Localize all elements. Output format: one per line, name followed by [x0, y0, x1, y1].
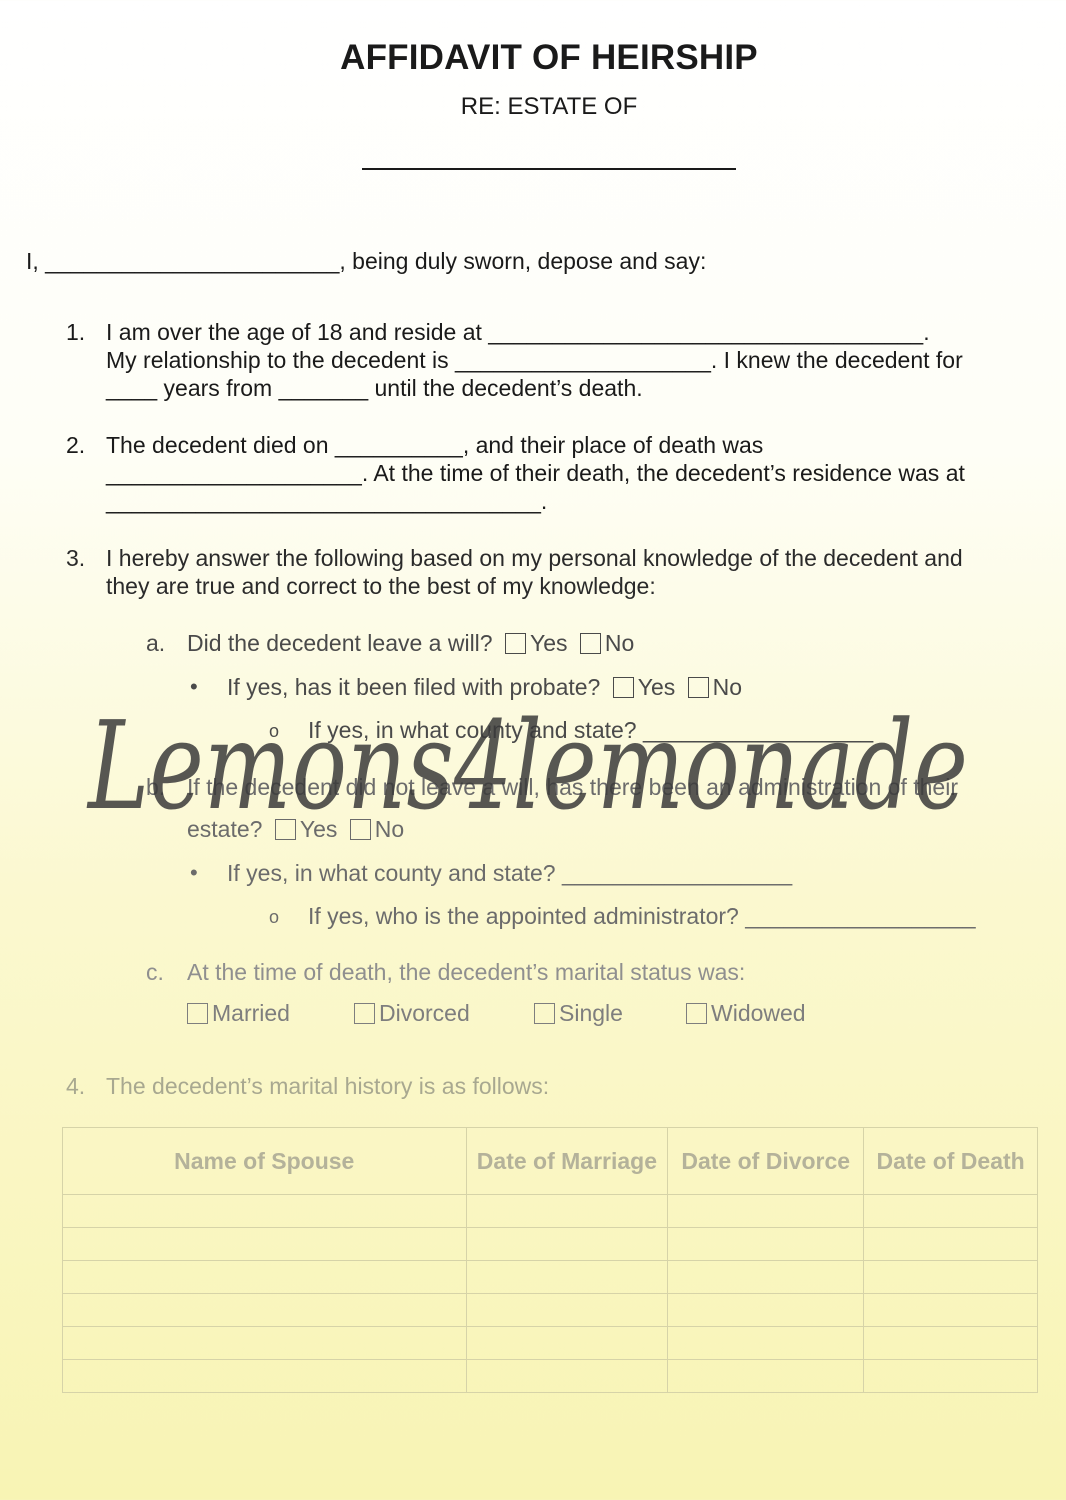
item-3-line-1: I hereby answer the following based on my personal knowledge of the decedent and: [106, 545, 963, 571]
administration-no-label: No: [374, 816, 405, 842]
item-3a-question-row: [187, 630, 634, 657]
bullet-icon: •: [190, 674, 198, 699]
item-2-number: 2.: [66, 432, 86, 458]
table-cell[interactable]: [63, 1195, 467, 1228]
widowed-label: Widowed: [711, 1000, 806, 1026]
table-cell[interactable]: [668, 1327, 864, 1360]
document-subtitle: RE: ESTATE OF: [460, 93, 638, 120]
widowed-checkbox[interactable]: [686, 1003, 707, 1024]
table-cell[interactable]: [63, 1327, 467, 1360]
table-header-row: [63, 1128, 1038, 1195]
bullet-icon: •: [190, 860, 198, 885]
table-row: [63, 1228, 1038, 1261]
table-cell[interactable]: [864, 1261, 1038, 1294]
marital-option-married[interactable]: [187, 1000, 290, 1027]
header-date-of-death: Date of Death: [864, 1128, 1038, 1195]
will-yes-checkbox[interactable]: [505, 633, 526, 654]
table-cell[interactable]: [864, 1294, 1038, 1327]
table-cell[interactable]: [63, 1294, 467, 1327]
probate-question-row: [227, 674, 742, 701]
header-date-of-marriage: Date of Marriage: [466, 1128, 668, 1195]
administration-yes-label: Yes: [299, 816, 338, 842]
table-cell[interactable]: [466, 1327, 668, 1360]
table-cell[interactable]: [668, 1294, 864, 1327]
administration-no-checkbox[interactable]: [350, 819, 371, 840]
item-3a-letter: a.: [146, 630, 166, 656]
marital-option-single[interactable]: [534, 1000, 623, 1027]
table-cell[interactable]: [466, 1195, 668, 1228]
circle-bullet-icon: o: [269, 721, 280, 741]
table-cell[interactable]: [63, 1360, 467, 1393]
table-cell[interactable]: [864, 1360, 1038, 1393]
table-row: [63, 1261, 1038, 1294]
marital-option-widowed[interactable]: [686, 1000, 806, 1027]
item-1-number: 1.: [66, 319, 86, 345]
item-2-line-1: The decedent died on __________, and their place of death was: [106, 432, 764, 458]
table-cell[interactable]: [466, 1261, 668, 1294]
marital-option-divorced[interactable]: [354, 1000, 470, 1027]
watermark-text: Lemons4lemonade: [86, 695, 969, 837]
probate-yes-checkbox[interactable]: [613, 677, 634, 698]
single-label: Single: [559, 1000, 623, 1026]
item-3-line-2: they are true and correct to the best of my knowledge:: [106, 573, 656, 599]
item-3a-question: Did the decedent leave a will?: [187, 630, 493, 656]
item-3-number: 3.: [66, 545, 86, 571]
table-cell[interactable]: [466, 1294, 668, 1327]
item-2-line-2: ____________________. At the time of their death, the decedent’s residence was at: [106, 460, 965, 486]
will-no-checkbox[interactable]: [580, 633, 601, 654]
single-checkbox[interactable]: [534, 1003, 555, 1024]
married-label: Married: [212, 1000, 290, 1026]
header-date-of-divorce: Date of Divorce: [668, 1128, 864, 1195]
table-cell[interactable]: [668, 1261, 864, 1294]
probate-no-label: No: [712, 674, 743, 700]
administration-yes-checkbox[interactable]: [275, 819, 296, 840]
item-3c-question: At the time of death, the decedent’s marital status was:: [187, 959, 746, 985]
item-3b-line-2-row: [187, 816, 404, 843]
item-4-number: 4.: [66, 1073, 86, 1099]
item-3b-line-2: estate?: [187, 816, 263, 842]
table-cell[interactable]: [864, 1327, 1038, 1360]
marital-history-table: [62, 1127, 1038, 1393]
probate-question: If yes, has it been filed with probate?: [227, 674, 601, 700]
table-row: [63, 1195, 1038, 1228]
circle-bullet-icon: o: [269, 907, 280, 927]
item-1-line-1: I am over the age of 18 and reside at __________________________________.: [106, 319, 930, 345]
item-3b-line-1: If the decedent did not leave a will, has there been an administration of their: [187, 774, 958, 800]
divorced-label: Divorced: [379, 1000, 470, 1026]
table-row: [63, 1327, 1038, 1360]
table-cell[interactable]: [668, 1228, 864, 1261]
table-cell[interactable]: [63, 1228, 467, 1261]
table-cell[interactable]: [668, 1195, 864, 1228]
item-3b-letter: b.: [146, 774, 166, 800]
divorced-checkbox[interactable]: [354, 1003, 375, 1024]
table-cell[interactable]: [864, 1228, 1038, 1261]
table-cell[interactable]: [63, 1261, 467, 1294]
item-1-line-3: ____ years from _______ until the decedent’s death.: [106, 375, 643, 401]
probate-county-line: If yes, in what county and state? __________________: [308, 717, 874, 743]
item-2-line-3: __________________________________.: [106, 488, 548, 514]
table-row: [63, 1294, 1038, 1327]
document-title: AFFIDAVIT OF HEIRSHIP: [340, 38, 758, 77]
probate-yes-label: Yes: [637, 674, 676, 700]
table-cell[interactable]: [668, 1360, 864, 1393]
item-3c-letter: c.: [146, 959, 164, 985]
header-name-of-spouse: Name of Spouse: [63, 1128, 467, 1195]
married-checkbox[interactable]: [187, 1003, 208, 1024]
estate-name-blank[interactable]: [362, 168, 736, 170]
will-no-label: No: [604, 630, 635, 656]
table-row: [63, 1360, 1038, 1393]
item-1-line-2: My relationship to the decedent is ____________________. I knew the decedent for: [106, 347, 963, 373]
table-cell[interactable]: [864, 1195, 1038, 1228]
probate-no-checkbox[interactable]: [688, 677, 709, 698]
administration-county-line: If yes, in what county and state? __________________: [227, 860, 793, 886]
intro-line: I, _______________________, being duly sworn, depose and say:: [26, 248, 707, 274]
table-cell[interactable]: [466, 1228, 668, 1261]
item-4-text: The decedent’s marital history is as follows:: [106, 1073, 550, 1099]
administrator-line: If yes, who is the appointed administrator? __________________: [308, 903, 976, 929]
will-yes-label: Yes: [529, 630, 568, 656]
table-cell[interactable]: [466, 1360, 668, 1393]
